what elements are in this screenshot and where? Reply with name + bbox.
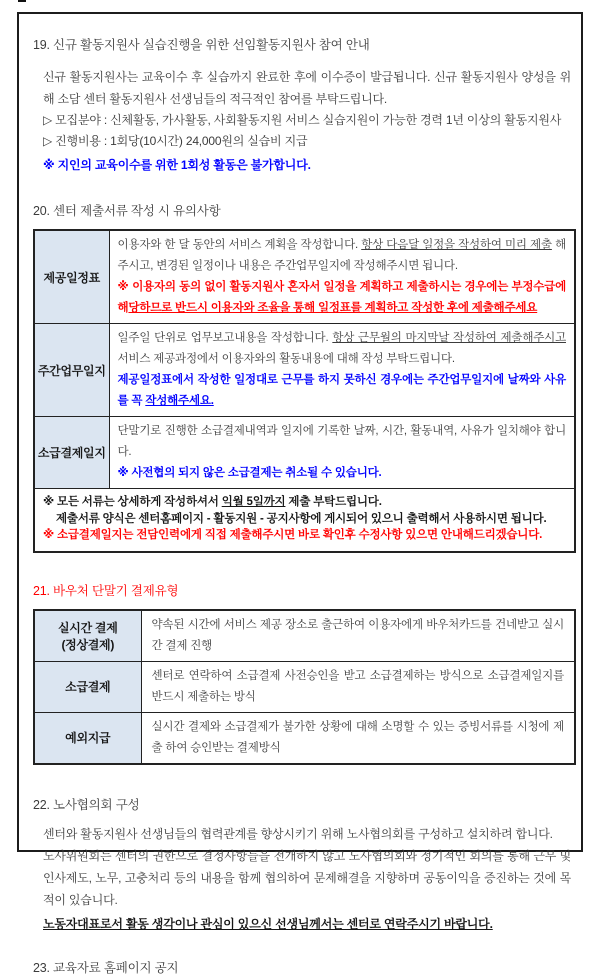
- section-21-title: 21. 바우처 단말기 결제유형: [33, 583, 179, 598]
- table-row-footer: [34, 489, 575, 552]
- table-row-retro-payment: [34, 661, 575, 712]
- underlined-segment: 익월 5일까지: [221, 496, 286, 508]
- text-segment: 제출 부탁드립니다.: [285, 496, 382, 508]
- submission-docs-table: [33, 229, 576, 553]
- underlined-segment: 작성해주세요.: [145, 395, 214, 407]
- table-row-weekly-log: [34, 324, 575, 417]
- row-header-schedule: 제공일정표: [34, 230, 109, 324]
- cell-notice-paragraph: ※ 사전협의 되지 않은 소급결제는 취소될 수 있습니다.: [117, 467, 382, 479]
- row-content-realtime-payment: [141, 610, 575, 662]
- cell-notice-paragraph: [118, 370, 567, 412]
- underlined-segment: 항상 다음달 일정을 작성하여 미리 제출: [361, 239, 552, 251]
- section-19-body: [33, 66, 575, 176]
- row-content-retro-payment-log: [109, 417, 575, 489]
- section-19-bullet-recruit: ▷ 모집분야 : 신체활동, 가사활동, 사회활동지원 서비스 실습지원이 가능한 경력 1년 이상의 활동지원사: [43, 113, 562, 127]
- text-segment: 이용자와 한 달 동안의 서비스 계획을 작성합니다.: [117, 239, 362, 251]
- page-edge-mark: [18, 0, 26, 2]
- row-content-schedule: [109, 230, 575, 324]
- table-row-retro-payment-log: [34, 417, 575, 489]
- payment-types-table: [33, 609, 576, 765]
- row-header-realtime-payment: [34, 610, 141, 662]
- section-19-note: ※ 지인의 교육이수를 위한 1회성 활동은 불가합니다.: [43, 158, 311, 172]
- table-row-schedule: [34, 230, 575, 324]
- row-content-retro-payment: [141, 661, 575, 712]
- header-line-1: 실시간 결제: [58, 620, 118, 635]
- section-22-emphasis: 노동자대표로서 활동 생각이나 관심이 있으신 선생님께서는 센터로 연락주시기 바랍니다.: [43, 916, 493, 931]
- table-row-realtime-payment: [34, 610, 575, 662]
- cell-paragraph: 약속된 시간에 서비스 제공 장소로 출근하여 이용자에게 바우처카드를 건네받고 실시간 결제 진행: [151, 618, 564, 652]
- section-23-title: 23. 교육자료 홈페이지 공지: [33, 960, 179, 975]
- cell-paragraph: 센터로 연락하여 소급결제 사전승인을 받고 소급결제하는 방식으로 소급결제일지를 반드시 제출하는 방식: [151, 669, 564, 703]
- section-19-title: 19. 신규 활동지원사 실습진행을 위한 선임활동지원사 참여 안내: [33, 38, 370, 52]
- section-22-body: [33, 823, 575, 935]
- table-footer-cell: [34, 489, 575, 552]
- text-segment: ※ 모든 서류는 상세하게 작성하셔서: [43, 496, 222, 508]
- row-header-retro-payment: 소급결제: [34, 661, 141, 712]
- footer-line-deadline: [43, 494, 566, 511]
- row-header-retro-payment-log: 소급결제일지: [34, 417, 109, 489]
- row-header-weekly-log: 주간업무일지: [34, 324, 109, 417]
- text-segment: 제공일정표에서 작성한 일정대로 근무를 하지 못하신 경우에는 주간업무일지에 날짜와 사유를 꼭: [117, 374, 566, 407]
- header-line-2: (정상결제): [61, 637, 115, 652]
- section-20-title: 20. 센터 제출서류 작성 시 유의사항: [33, 204, 221, 218]
- document-page: [17, 12, 583, 975]
- cell-warning-paragraph: [118, 277, 567, 319]
- text-segment: 일주일 단위로 업무보고내용을 작성합니다.: [117, 332, 333, 344]
- cell-paragraph: [118, 328, 567, 370]
- text-segment: 해주시고, 변경된 일정이나 내용은 주간업무일지에 작성해주시면 됩니다.: [117, 239, 567, 272]
- text-segment: 서비스 제공과정에서 이용자와의 활동내용에 대해 작성 부탁드립니다.: [117, 353, 455, 365]
- section-19-bullet-cost: ▷ 진행비용 : 1회당(10시간) 24,000원의 실습비 지급: [43, 134, 308, 148]
- footer-line-forms: 제출서류 양식은 센터홈페이지 - 활동지원 - 공지사항에 게시되어 있으니 출력해서 사용하시면 됩니다.: [56, 512, 547, 525]
- footer-line-retro-submit: ※ 소급결제일지는 전담인력에게 직접 제출해주시면 바로 확인후 수정사항 있으면 안내해드리겠습니다.: [43, 529, 543, 541]
- section-22-paragraph-1: 센터와 활동지원사 선생님들의 협력관계를 향상시키기 위해 노사협의회를 구성하고 설치하려 합니다.: [43, 826, 553, 841]
- row-content-exception-payment: [141, 712, 575, 764]
- table-row-exception-payment: [34, 712, 575, 764]
- section-19-paragraph: 신규 활동지원사는 교육이수 후 실습까지 완료한 후에 이수증이 발급됩니다. 신규 활동지원사 양성을 위해 소담 센터 활동지원사 선생님들의 적극적인 참여를 부탁드립니다.: [43, 70, 571, 106]
- cell-paragraph: 실시간 결제와 소급결제가 불가한 상황에 대해 소명할 수 있는 증빙서류를 시청에 제출 하여 승인받는 결제방식: [151, 720, 564, 754]
- underlined-segment: 당하므로 반드시 이용자와 조율을 통해 일정표를 계획하고 작성한 후에 제출해주세요: [128, 302, 538, 314]
- row-content-weekly-log: [109, 324, 575, 417]
- row-header-exception-payment: 예외지급: [34, 712, 141, 764]
- underlined-segment: 항상 근무월의 마지막날 작성하여 제출해주시고: [332, 332, 566, 344]
- text-segment: ※ 이용자의 동의 없이 활동지원사 혼자서 일정을 계획하고 제출하시는 경우에는 부정수급에 해: [117, 281, 566, 314]
- section-22-title: 22. 노사협의회 구성: [33, 797, 140, 812]
- cell-paragraph: [118, 235, 567, 277]
- cell-paragraph: 단말기로 진행한 소급결제내역과 일지에 기록한 날짜, 시간, 활동내역, 사유가 일치해야 합니다.: [117, 425, 566, 458]
- section-22-paragraph-2: 노사위원회는 센터의 권한으로 결정사항들을 전개하지 않고 노사협의회와 정기적인 회의를 통해 근무 및 인사제도, 노무, 고충처리 등의 내용을 함께 협의하여 문제해결을 지향하며 공동이익을 증진하는 것에 목적이 있습니다.: [43, 848, 571, 907]
